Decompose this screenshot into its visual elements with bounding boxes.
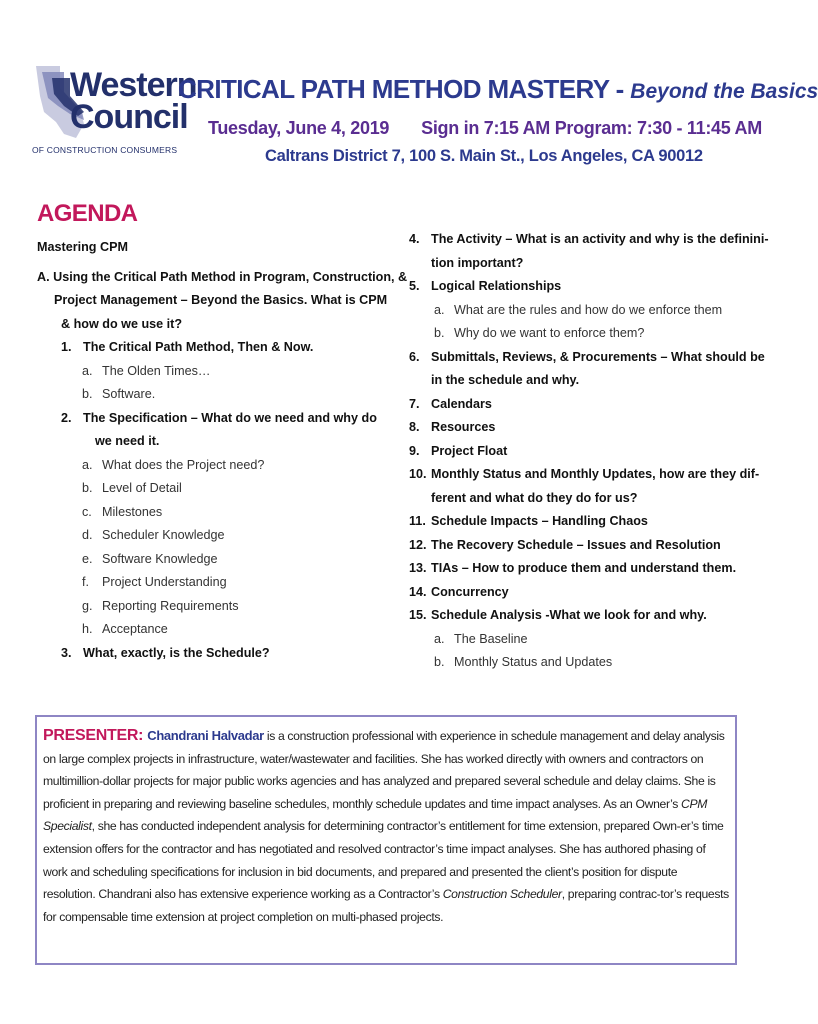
presenter-label: PRESENTER:: [43, 727, 148, 744]
agenda-subitem-marker: a.: [82, 363, 93, 378]
agenda-item-text: The Critical Path Method, Then & Now.: [83, 340, 314, 354]
agenda-right-items: [409, 228, 769, 675]
agenda-item-text: tion important?: [431, 255, 524, 270]
agenda-item-text: Submittals, Reviews, & Procurements – What should be: [431, 349, 765, 364]
agenda-subitem: [37, 595, 377, 619]
agenda-item-text: Schedule Analysis -What we look for and why.: [431, 608, 707, 622]
agenda-subitem-text: What does the Project need?: [102, 457, 265, 472]
agenda-subitem-text: Acceptance: [102, 622, 168, 636]
agenda-item-text: Monthly Status and Monthly Updates, how are they dif-: [431, 467, 760, 481]
agenda-subitem-text: The Olden Times…: [102, 363, 211, 378]
agenda-item-number: 12.: [409, 537, 427, 552]
agenda-left-items: [37, 336, 377, 665]
agenda-item-text: Project Float: [431, 443, 508, 458]
agenda-item-number: 15.: [409, 608, 427, 622]
agenda-subitem-text: Milestones: [102, 504, 163, 519]
agenda-heading: AGENDA: [37, 200, 138, 227]
agenda-item: [37, 430, 377, 454]
agenda-item-text: Schedule Impacts – Handling Chaos: [431, 514, 648, 528]
agenda-subitem-text: Software.: [102, 387, 156, 401]
agenda-item: [409, 252, 739, 276]
presenter-role-text: Construction Scheduler: [442, 887, 562, 902]
date-time-line: [208, 118, 762, 139]
presenter-role-text: CPM Specialist: [43, 796, 708, 834]
agenda-item-number: 10.: [409, 467, 427, 481]
agenda-left-column: [37, 236, 408, 665]
event-venue: Caltrans District 7, 100 S. Main St., Los Angeles, CA 90012: [265, 147, 703, 165]
agenda-subitem-marker: b.: [434, 326, 445, 340]
agenda-item-number: 4.: [409, 232, 420, 246]
agenda-subitem-text: Scheduler Knowledge: [102, 528, 225, 542]
agenda-item-text: The Activity – What is an activity and why is the definini-: [431, 232, 769, 246]
agenda-subitem: [37, 548, 377, 572]
agenda-item: [37, 642, 377, 666]
agenda-subitem-text: Software Knowledge: [102, 551, 218, 566]
agenda-item: [409, 463, 760, 487]
agenda-item-text: The Recovery Schedule – Issues and Resolution: [431, 537, 721, 552]
agenda-item-number: 1.: [61, 340, 72, 354]
agenda-subitem: [37, 618, 377, 642]
agenda-item: [409, 369, 739, 393]
agenda-subitem-marker: d.: [82, 528, 93, 542]
agenda-subitem: [37, 454, 377, 478]
agenda-subitem-marker: b.: [82, 387, 93, 401]
agenda-subitem-marker: g.: [82, 598, 93, 613]
agenda-item: [409, 416, 739, 440]
agenda-part-a-line: A. Using the Critical Path Method in Program, Construction, &: [37, 269, 408, 284]
agenda-item: [409, 534, 739, 558]
agenda-item: [409, 604, 739, 628]
agenda-subitem-text: What are the rules and how do we enforce them: [454, 302, 723, 317]
wccc-logo: [30, 62, 197, 160]
agenda-item: [409, 228, 769, 252]
agenda-part-a-line: Project Management – Beyond the Basics. What is CPM: [54, 293, 388, 307]
agenda-item-text: Concurrency: [431, 584, 509, 599]
agenda-item: [409, 393, 739, 417]
agenda-item-text: we need it.: [95, 434, 160, 448]
agenda-item: [409, 346, 765, 370]
agenda-item-number: 6.: [409, 349, 420, 364]
agenda-subitem-text: Project Understanding: [102, 575, 227, 589]
presenter-bio-text: , she has conducted independent analysis for determining contractor’s entitlement for time extension, prepared Own-er’s time extension offers for the contractor and has negotiated and resolved contractor’s time impact analyses. She has authored phasing of work and scheduling specifications for inclusion in bid documents, and prepared and presented the client’s position for dispute resolution. Chandrani also has extensive experience working as a Contractor’s: [43, 819, 724, 902]
agenda-item-number: 9.: [409, 443, 420, 458]
agenda-item-number: 2.: [61, 410, 72, 425]
agenda-subitem: [37, 571, 377, 595]
event-title-main: CRITICAL PATH METHOD MASTERY -: [178, 74, 631, 104]
presenter-bio-text: is a construction professional with experience in schedule management and delay analysis on large complex projects in infrastructure, water/wastewater and facilities. She has worked directly with owners and contractors on multimillion-dollar projects for major public works agencies and has analyzed and prepared several schedule and delay claims. She is proficient in preparing and reviewing baseline schedules, monthly schedule updates and time impact analyses. As an Owner’s: [43, 729, 725, 811]
agenda-subitem-marker: a.: [434, 631, 445, 646]
event-title-sub: Beyond the Basics: [630, 80, 818, 103]
agenda-subitem: [37, 383, 377, 407]
event-title: [178, 74, 818, 105]
agenda-item: [409, 557, 739, 581]
agenda-item-text: in the schedule and why.: [431, 373, 580, 387]
presenter-name: Chandrani Halvadar: [147, 728, 264, 743]
agenda-subitem: [409, 651, 739, 675]
logo-subtitle: OF CONSTRUCTION CONSUMERS: [32, 145, 178, 155]
agenda-section-title: Mastering CPM: [37, 240, 128, 254]
agenda-item-number: 14.: [409, 584, 427, 599]
agenda-subitem: [409, 299, 739, 323]
agenda-subitem: [37, 477, 377, 501]
agenda-item-text: Calendars: [431, 396, 492, 411]
agenda-item: [409, 581, 739, 605]
agenda-subitem: [37, 501, 377, 525]
event-date: Tuesday, June 4, 2019: [208, 118, 390, 138]
agenda-subitem-text: Monthly Status and Updates: [454, 655, 613, 669]
agenda-item: [37, 407, 377, 431]
logo-word-council: Council: [70, 98, 188, 136]
agenda-subitem-marker: e.: [82, 551, 93, 566]
agenda-item-text: Resources: [431, 420, 496, 434]
agenda-item: [409, 510, 739, 534]
presenter-bio-text: , preparing contrac-tor’s requests for compensable time extension at project completion on multi-phased projects.: [43, 887, 729, 924]
agenda-subitem-marker: b.: [82, 481, 93, 495]
event-time: Sign in 7:15 AM Program: 7:30 - 11:45 AM: [421, 118, 762, 138]
agenda-item-number: 5.: [409, 279, 420, 293]
agenda-subitem-marker: c.: [82, 504, 92, 519]
agenda-item-text: What, exactly, is the Schedule?: [83, 645, 270, 660]
agenda-subitem: [409, 628, 739, 652]
agenda-item: [409, 487, 739, 511]
agenda-subitem-text: Reporting Requirements: [102, 598, 239, 613]
agenda-item-number: 8.: [409, 420, 420, 434]
agenda-item-text: TIAs – How to produce them and understand them.: [431, 561, 737, 575]
agenda-item: [409, 275, 739, 299]
agenda-subitem-text: Why do we want to enforce them?: [454, 326, 645, 340]
agenda-subitem-marker: a.: [82, 457, 93, 472]
agenda-item-text: Logical Relationships: [431, 279, 562, 293]
agenda-subitem-text: Level of Detail: [102, 481, 182, 495]
agenda-part-a-line: & how do we use it?: [61, 316, 183, 331]
agenda-subitem-marker: f.: [82, 575, 89, 589]
agenda-item: [37, 336, 377, 360]
agenda-item: [409, 440, 739, 464]
agenda-subitem: [409, 322, 739, 346]
agenda-right-column: [409, 228, 769, 675]
agenda-item-text: The Specification – What do we need and why do: [83, 410, 377, 425]
agenda-subitem-marker: h.: [82, 622, 93, 636]
agenda-subitem: [37, 360, 377, 384]
logo-word-western: Western: [70, 66, 197, 104]
agenda-subitem-text: The Baseline: [454, 631, 528, 646]
presenter-box: [35, 715, 737, 965]
agenda-item-number: 7.: [409, 396, 420, 411]
agenda-item-number: 11.: [409, 514, 426, 528]
agenda-item-text: ferent and what do they do for us?: [431, 490, 638, 505]
agenda-subitem: [37, 524, 377, 548]
agenda-item-number: 3.: [61, 645, 72, 660]
agenda-item-number: 13.: [409, 561, 427, 575]
agenda-subitem-marker: a.: [434, 302, 445, 317]
agenda-subitem-marker: b.: [434, 655, 445, 669]
